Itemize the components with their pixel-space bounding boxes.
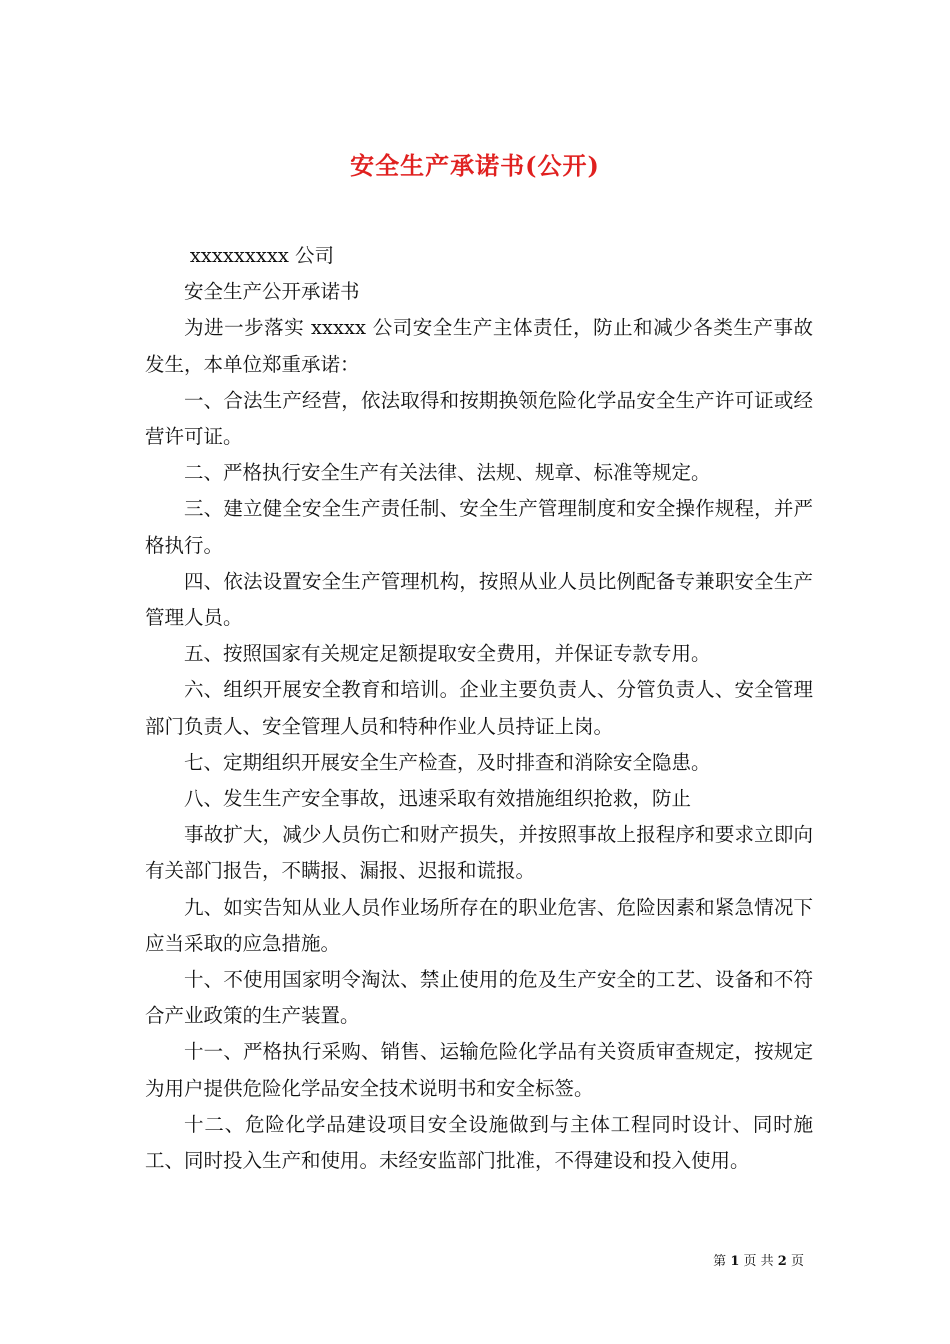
paragraph-item-5: 五、按照国家有关规定足额提取安全费用，并保证专款专用。 [184, 642, 711, 666]
paragraph-item-4: 四、依法设置安全生产管理机构，按照从业人员比例配备专兼职安全生产管理人员。 [145, 569, 813, 630]
paragraph-item-8: 八、发生生产安全事故，迅速采取有效措施组织抢救，防止 [184, 787, 692, 811]
document-subtitle: 安全生产公开承诺书 [184, 280, 360, 304]
paragraph-item-3: 三、建立健全安全生产责任制、安全生产管理制度和安全操作规程，并严格执行。 [145, 497, 813, 557]
paragraph-item-10: 十、不使用国家明令淘汰、禁止使用的危及生产安全的工艺、设备和不符合产业政策的生产装置。 [145, 968, 813, 1028]
document-body [145, 238, 813, 1179]
paragraph-item-1: 一、合法生产经营，依法取得和按期换领危险化学品安全生产许可证或经营许可证。 [145, 388, 813, 449]
paragraph-item-6: 六、组织开展安全教育和培训。企业主要负责人、分管负责人、安全管理部门负责人、安全管理人员和特种作业人员持证上岗。 [145, 678, 813, 738]
paragraph-item-2: 二、严格执行安全生产有关法律、法规、规章、标准等规定。 [184, 461, 711, 485]
page-number-footer [713, 1253, 804, 1271]
paragraph-item-9: 九、如实告知从业人员作业场所存在的职业危害、危险因素和紧急情况下应当采取的应急措施。 [145, 895, 813, 955]
footer-suffix: 页 [790, 1254, 804, 1269]
footer-prefix: 第 [713, 1254, 727, 1269]
page-title: 安全生产承诺书(公开) [350, 151, 600, 181]
addressee: xxxxxxxxx 公司 [189, 244, 335, 267]
paragraph-intro: 为进一步落实 xxxxx 公司安全生产主体责任，防止和减少各类生产事故发生，本单位郑重承诺： [145, 316, 813, 376]
footer-middle: 页 共 [743, 1254, 774, 1269]
paragraph-item-11: 十一、严格执行采购、销售、运输危险化学品有关资质审查规定，按规定为用户提供危险化学品安全技术说明书和安全标签。 [145, 1040, 813, 1100]
total-page-number: 2 [777, 1254, 787, 1269]
current-page-number: 1 [730, 1254, 740, 1269]
paragraph-item-7: 七、定期组织开展安全生产检查，及时排查和消除安全隐患。 [184, 750, 711, 774]
paragraph-item-12: 十二、危险化学品建设项目安全设施做到与主体工程同时设计、同时施工、同时投入生产和使用。未经安监部门批准，不得建设和投入使用。 [145, 1112, 813, 1173]
paragraph-item-8-continued: 事故扩大，减少人员伤亡和财产损失，并按照事故上报程序和要求立即向有关部门报告，不瞒报、漏报、迟报和谎报。 [145, 823, 813, 883]
